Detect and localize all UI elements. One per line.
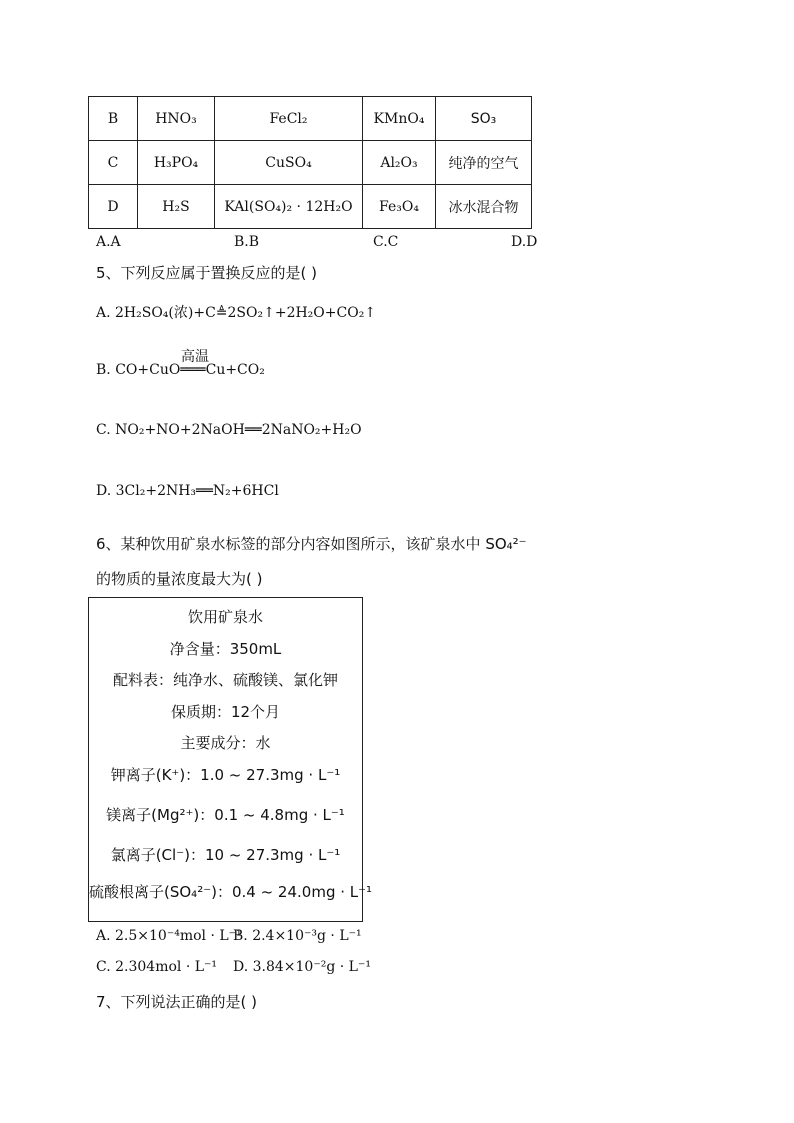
table-cell: KAl(SO₄)₂ · 12H₂O — [215, 185, 363, 229]
label-main-ingredient: 主要成分：水 — [180, 734, 271, 752]
q4-option-c[interactable]: C.C — [373, 234, 399, 250]
table-cell: H₃PO₄ — [138, 141, 215, 185]
table-row — [89, 185, 532, 229]
q7-stem: 7、下列说法正确的是( ) — [96, 993, 258, 1011]
table-cell: FeCl₂ — [215, 97, 363, 141]
table-cell: 纯净的空气 — [436, 141, 532, 185]
table-cell: CuSO₄ — [215, 141, 363, 185]
q6-option-b[interactable]: B. 2.4×10⁻³g · L⁻¹ — [233, 928, 362, 944]
q6-option-d[interactable]: D. 3.84×10⁻²g · L⁻¹ — [233, 959, 371, 975]
label-potassium: 钾离子(K⁺)：1.0 ~ 27.3mg · L⁻¹ — [110, 766, 341, 784]
q5-option-d[interactable]: D. 3Cl₂+2NH₃══N₂+6HCl — [96, 483, 279, 499]
table-row — [89, 97, 532, 141]
label-sulfate: 硫酸根离子(SO₄²⁻)：0.4 ~ 24.0mg · L⁻¹ — [89, 883, 373, 901]
q4-option-a[interactable]: A.A — [96, 234, 121, 250]
table-cell: Al₂O₃ — [363, 141, 436, 185]
q5-stem: 5、下列反应属于置换反应的是( ) — [96, 264, 318, 282]
mineral-water-label — [88, 597, 373, 922]
row-label: B — [89, 97, 138, 141]
q6-stem-line1: 6、某种饮用矿泉水标签的部分内容如图所示，该矿泉水中 SO₄²⁻ — [96, 535, 527, 553]
label-ingredients: 配料表：纯净水、硫酸镁、氯化钾 — [112, 671, 338, 689]
table-row — [89, 141, 532, 185]
q6-option-c[interactable]: C. 2.304mol · L⁻¹ — [96, 959, 218, 975]
q6-stem-line2: 的物质的量浓度最大为( ) — [96, 570, 263, 588]
table-cell: KMnO₄ — [363, 97, 436, 141]
q5-option-b[interactable]: B. CO+CuO═══Cu+CO₂ — [96, 362, 265, 378]
table-cell: H₂S — [138, 185, 215, 229]
table-cell: Fe₃O₄ — [363, 185, 436, 229]
q5-option-c[interactable]: C. NO₂+NO+2NaOH══2NaNO₂+H₂O — [96, 422, 362, 438]
q5-option-b-condition: 高温 — [181, 349, 209, 365]
q4-option-b[interactable]: B.B — [234, 234, 260, 250]
label-volume: 净含量：350mL — [169, 640, 282, 658]
label-title: 饮用矿泉水 — [187, 608, 263, 626]
label-chloride: 氯离子(Cl⁻)：10 ~ 27.3mg · L⁻¹ — [110, 846, 341, 864]
row-label: C — [89, 141, 138, 185]
q5-option-a[interactable]: A. 2H₂SO₄(浓)+C≜2SO₂↑+2H₂O+CO₂↑ — [96, 305, 377, 321]
label-shelf-life: 保质期：12个月 — [170, 703, 281, 721]
table-cell: 冰水混合物 — [436, 185, 532, 229]
q4-table — [88, 96, 532, 229]
q4-option-d[interactable]: D.D — [511, 234, 538, 250]
table-cell: HNO₃ — [138, 97, 215, 141]
row-label: D — [89, 185, 138, 229]
label-magnesium: 镁离子(Mg²⁺)：0.1 ~ 4.8mg · L⁻¹ — [106, 806, 345, 824]
table-cell: SO₃ — [436, 97, 532, 141]
q6-option-a[interactable]: A. 2.5×10⁻⁴mol · L⁻¹ — [96, 928, 242, 944]
